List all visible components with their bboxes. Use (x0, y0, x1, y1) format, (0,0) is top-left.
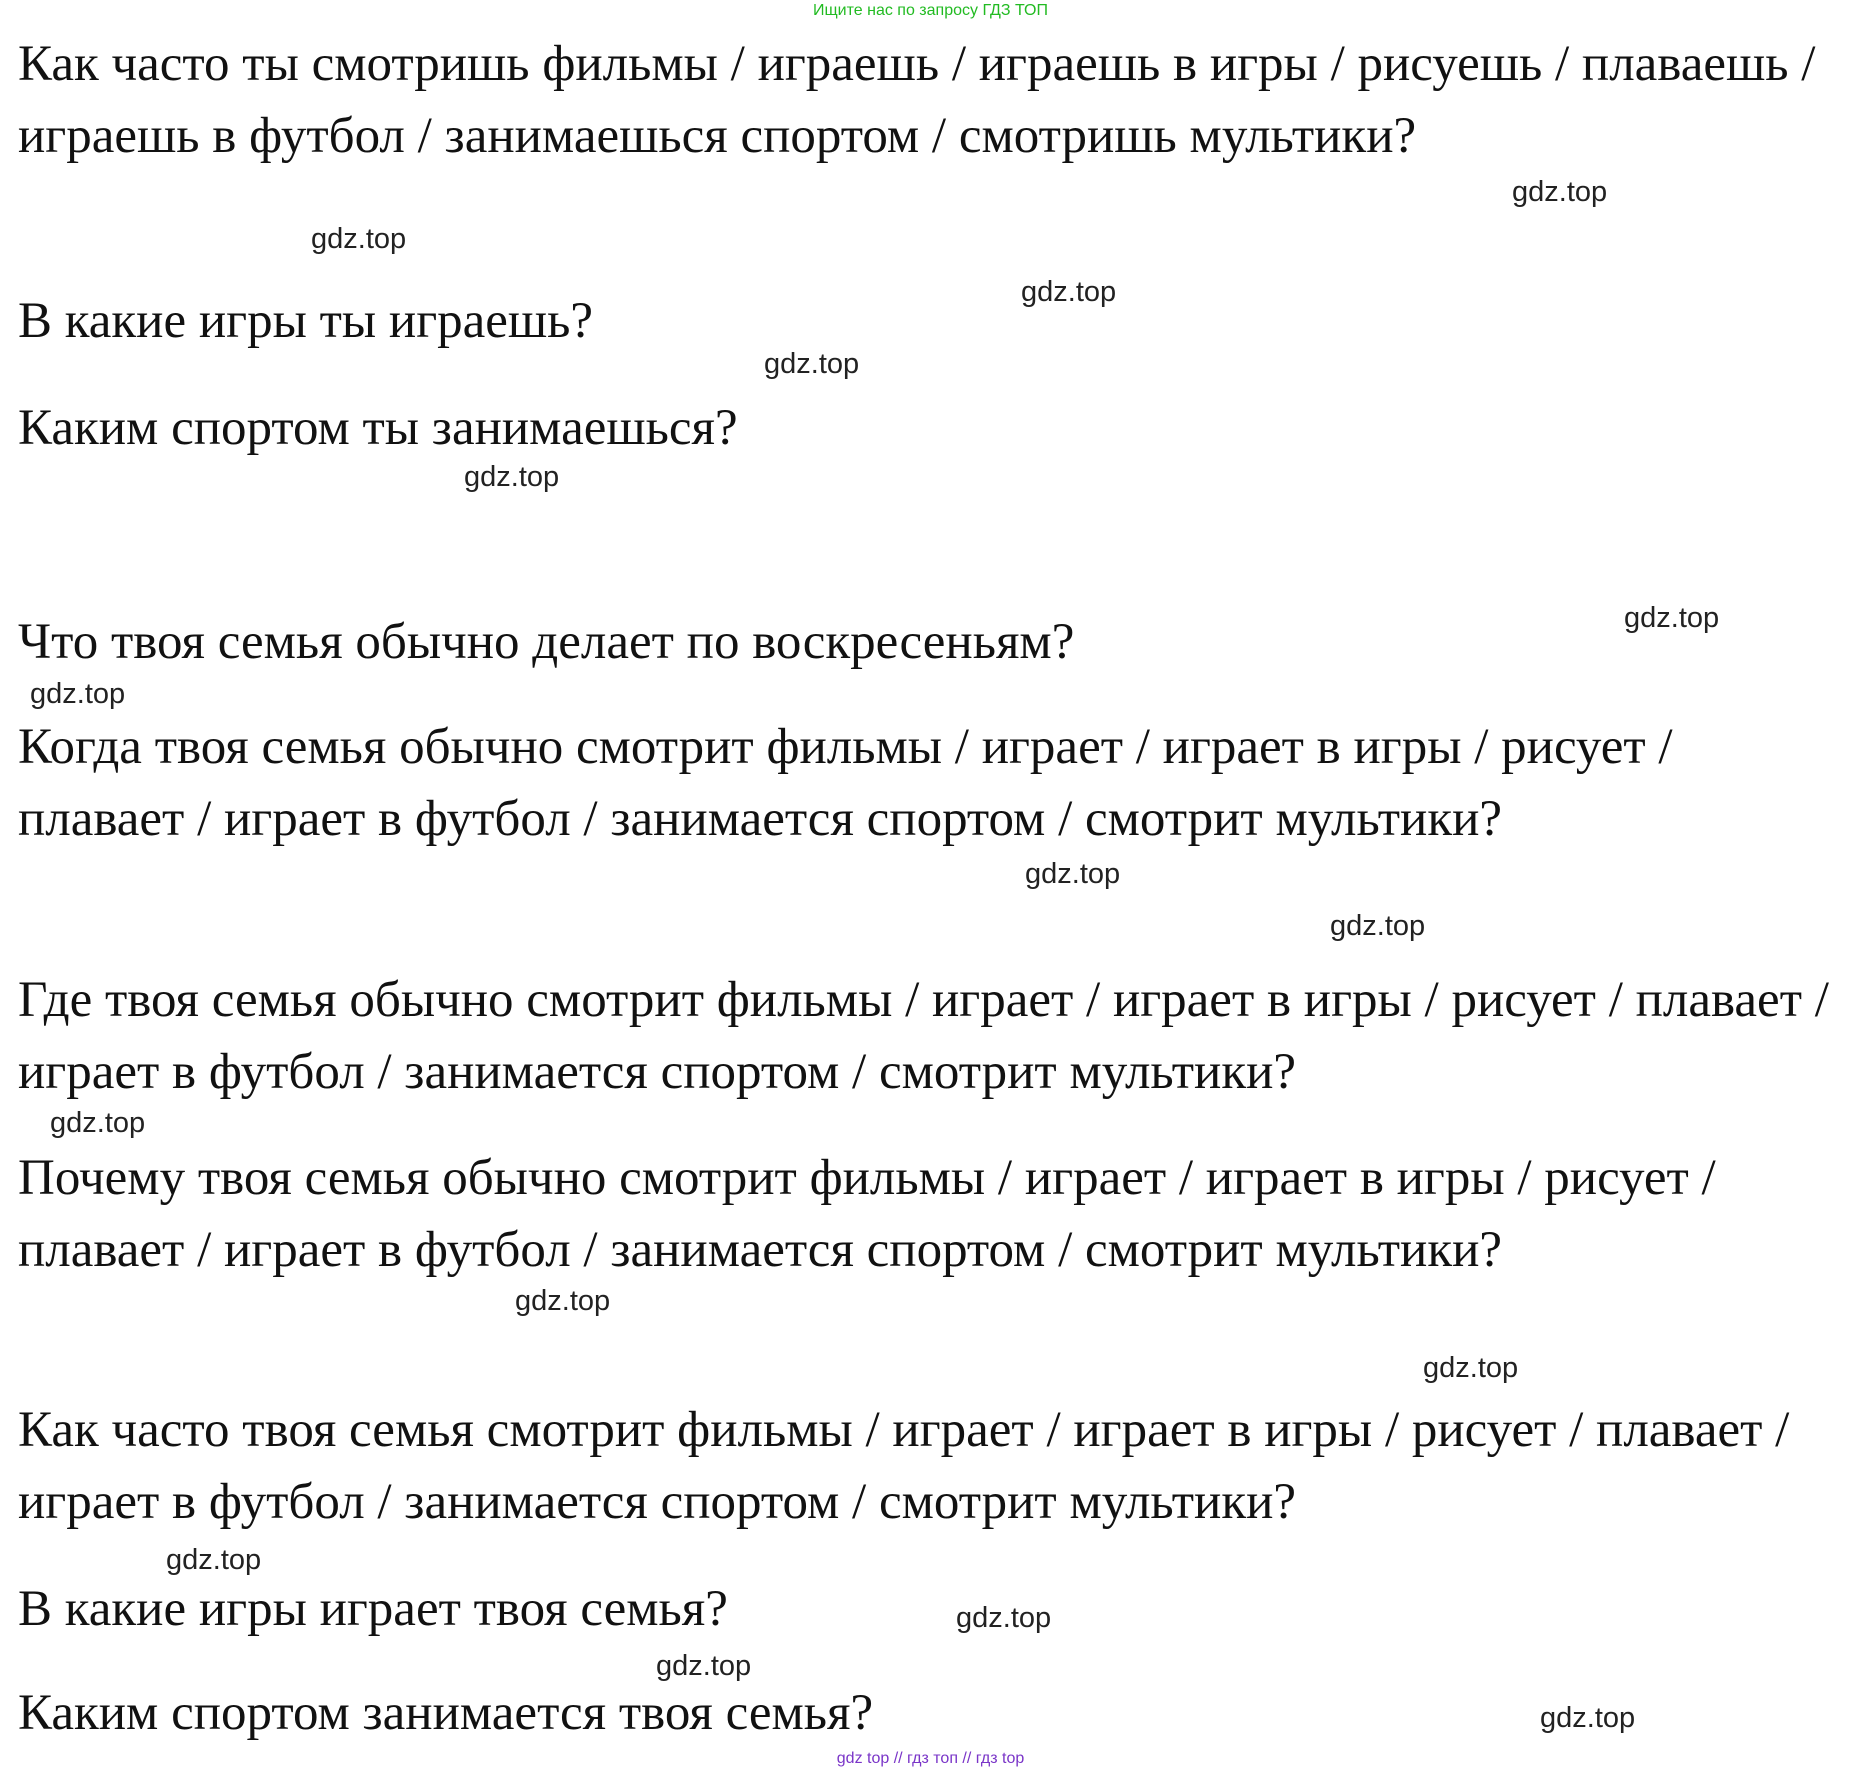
header-search-note: Ищите нас по запросу ГДЗ ТОП (813, 2, 1048, 19)
watermark: gdz.top (1423, 1352, 1519, 1384)
watermark: gdz.top (1330, 910, 1426, 942)
question-9: В какие игры играет твоя семья? (18, 1581, 728, 1637)
question-4: Что твоя семья обычно делает по воскресеньям? (18, 614, 1075, 670)
question-10: Каким спортом занимается твоя семья? (18, 1685, 874, 1741)
watermark: gdz.top (1025, 858, 1121, 890)
watermark: gdz.top (1512, 176, 1608, 208)
watermark: gdz.top (166, 1544, 262, 1576)
watermark: gdz.top (956, 1602, 1052, 1634)
watermark: gdz.top (1540, 1702, 1636, 1734)
watermark: gdz.top (1624, 602, 1720, 634)
question-8: Как часто твоя семья смотрит фильмы / играет / играет в игры / рисует / плавает / играет в футбол / занимается спортом / смотрит мультики? (18, 1402, 1790, 1530)
question-5: Когда твоя семья обычно смотрит фильмы / играет / играет в игры / рисует / плавает / играет в футбол / занимается спортом / смотрит мультики? (18, 719, 1673, 847)
question-1: Как часто ты смотришь фильмы / играешь / играешь в игры / рисуешь / плаваешь / играешь в футбол / занимаешься спортом / смотришь мультики? (18, 36, 1816, 164)
question-7: Почему твоя семья обычно смотрит фильмы / играет / играет в игры / рисует / плавает / играет в футбол / занимается спортом / смотрит мультики? (18, 1150, 1716, 1278)
watermark: gdz.top (311, 223, 407, 255)
watermark: gdz.top (464, 461, 560, 493)
watermark: gdz.top (656, 1650, 752, 1682)
footer-note: gdz top // гдз топ // гдз top (836, 1750, 1025, 1767)
watermark: gdz.top (515, 1285, 611, 1317)
question-2: В какие игры ты играешь? (18, 293, 594, 349)
watermark: gdz.top (1021, 276, 1117, 308)
watermark: gdz.top (764, 348, 860, 380)
question-6: Где твоя семья обычно смотрит фильмы / играет / играет в игры / рисует / плавает / играет в футбол / занимается спортом / смотрит мультики? (18, 972, 1829, 1100)
watermark: gdz.top (30, 678, 126, 710)
watermark: gdz.top (50, 1107, 146, 1139)
question-3: Каким спортом ты занимаешься? (18, 400, 738, 456)
